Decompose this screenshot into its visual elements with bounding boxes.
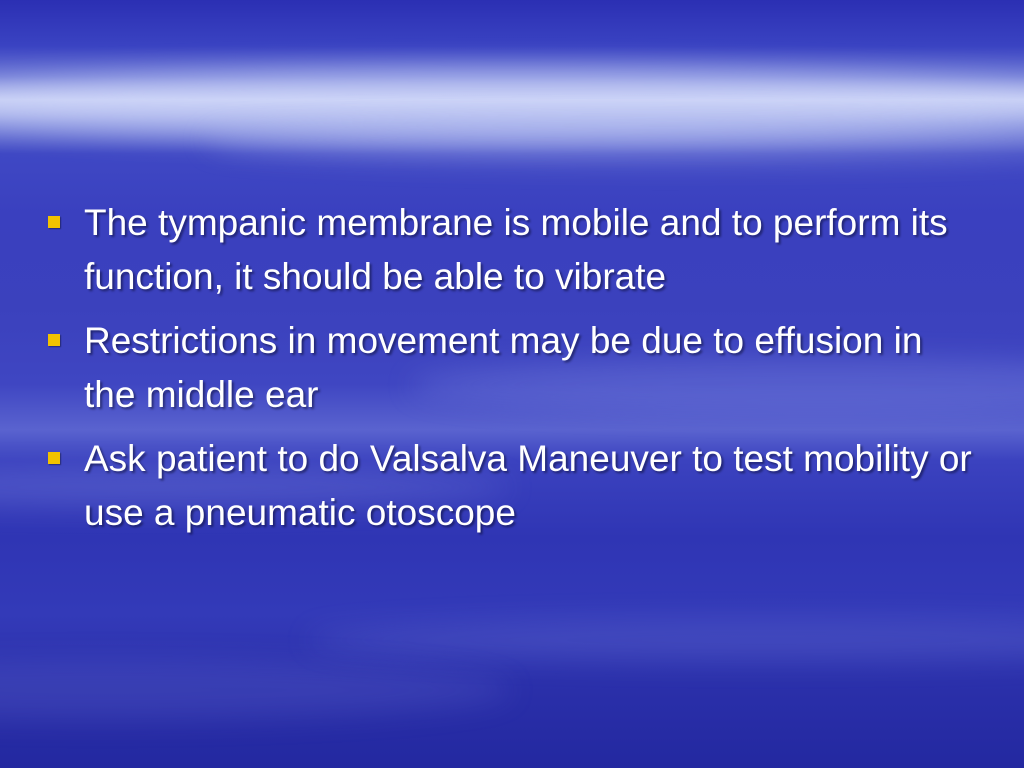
cloud-haze [307, 620, 1024, 660]
bullet-item [44, 196, 974, 304]
cloud-haze [0, 660, 512, 720]
bullet-text: The tympanic membrane is mobile and to perform its function, it should be able to vibrate [84, 202, 948, 297]
cloud-haze [205, 120, 1024, 160]
cloud-haze [0, 70, 1024, 140]
square-bullet-icon [48, 334, 60, 346]
square-bullet-icon [48, 216, 60, 228]
square-bullet-icon [48, 452, 60, 464]
bullet-list [44, 196, 974, 540]
bullet-text: Ask patient to do Valsalva Maneuver to test mobility or use a pneumatic otoscope [84, 438, 972, 533]
slide-body [44, 196, 974, 550]
bullet-item [44, 314, 974, 422]
bullet-text: Restrictions in movement may be due to effusion in the middle ear [84, 320, 923, 415]
bullet-item [44, 432, 974, 540]
